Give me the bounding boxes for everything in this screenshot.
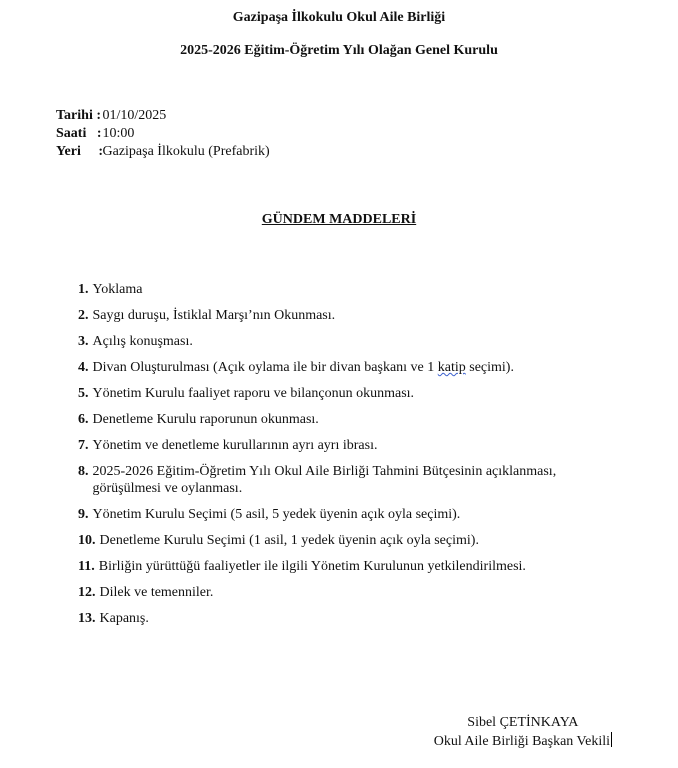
item-text: Yönetim Kurulu faaliyet raporu ve bilançonun okunması. bbox=[92, 386, 415, 401]
agenda-item bbox=[78, 411, 618, 428]
item-number: 7. bbox=[78, 438, 89, 453]
item-text: Yönetim ve denetleme kurullarının ayrı ayrı ibrası. bbox=[92, 438, 378, 453]
agenda-item bbox=[78, 281, 618, 298]
item-text: Dilek ve temenniler. bbox=[99, 585, 214, 600]
item-number: 12. bbox=[78, 585, 96, 600]
item-text bbox=[93, 359, 619, 376]
spellcheck-marked-word[interactable]: katip bbox=[437, 360, 466, 375]
meeting-info bbox=[56, 107, 270, 161]
item-number: 4. bbox=[78, 360, 89, 375]
agenda-item bbox=[78, 610, 618, 627]
item-number: 11. bbox=[78, 559, 95, 574]
document-title: Gazipaşa İlkokulu Okul Aile Birliği bbox=[232, 10, 446, 25]
item-number: 13. bbox=[78, 611, 96, 626]
date-row bbox=[56, 107, 270, 125]
agenda-item bbox=[78, 558, 618, 575]
agenda-item bbox=[78, 437, 618, 454]
agenda-heading: GÜNDEM MADDELERİ bbox=[261, 212, 417, 227]
agenda-item bbox=[78, 385, 618, 402]
agenda-list bbox=[78, 281, 618, 636]
item-text: Birliğin yürüttüğü faaliyetler ile ilgili Yönetim Kurulunun yetkilendirilmesi. bbox=[98, 559, 526, 574]
item-text: 2025-2026 Eğitim-Öğretim Yılı Okul Aile Birliği Tahmini Bütçesinin açıklanması, görüşülmesi ve oylanması. bbox=[92, 464, 557, 496]
place-value: Gazipaşa İlkokulu (Prefabrik) bbox=[99, 144, 270, 159]
item-text: Kapanış. bbox=[99, 611, 149, 626]
signatory-role-line bbox=[434, 732, 612, 751]
item-number: 10. bbox=[78, 533, 96, 548]
time-value: 10:00 bbox=[99, 126, 135, 141]
time-label: Saati : bbox=[56, 126, 102, 141]
date-label: Tarihi : bbox=[56, 108, 101, 123]
agenda-item bbox=[78, 307, 618, 324]
item-text: Saygı duruşu, İstiklal Marşı’nın Okunması. bbox=[92, 308, 336, 323]
item-text: Denetleme Kurulu Seçimi (1 asil, 1 yedek üyenin açık oyla seçimi). bbox=[99, 533, 479, 548]
item-number: 1. bbox=[78, 282, 89, 297]
item-number: 3. bbox=[78, 334, 89, 349]
item-text: Denetleme Kurulu raporunun okunması. bbox=[92, 412, 319, 427]
item-text: Yoklama bbox=[92, 282, 143, 297]
item-text: Açılış konuşması. bbox=[92, 334, 193, 349]
place-label: Yeri : bbox=[56, 144, 104, 159]
agenda-item bbox=[78, 532, 618, 549]
item-text-part: Divan Oluşturulması (Açık oylama ile bir divan başkanı ve 1 bbox=[92, 360, 438, 375]
item-number: 2. bbox=[78, 308, 89, 323]
item-number: 5. bbox=[78, 386, 89, 401]
agenda-item bbox=[78, 333, 618, 350]
document-subtitle: 2025-2026 Eğitim-Öğretim Yılı Olağan Genel Kurulu bbox=[180, 43, 498, 58]
agenda-item bbox=[78, 584, 618, 601]
item-text: Yönetim Kurulu Seçimi (5 asil, 5 yedek üyenin açık oyla seçimi). bbox=[92, 507, 461, 522]
place-row bbox=[56, 143, 270, 161]
text-cursor bbox=[611, 732, 612, 747]
signatory-name: Sibel ÇETİNKAYA bbox=[467, 715, 579, 730]
time-row bbox=[56, 125, 270, 143]
item-number: 6. bbox=[78, 412, 89, 427]
item-number: 9. bbox=[78, 507, 89, 522]
agenda-item bbox=[78, 463, 618, 497]
agenda-item bbox=[78, 506, 618, 523]
signature-block bbox=[434, 714, 612, 751]
item-number: 8. bbox=[78, 464, 89, 479]
agenda-item bbox=[78, 359, 618, 376]
item-text-part: seçimi). bbox=[465, 360, 514, 375]
date-value: 01/10/2025 bbox=[99, 108, 167, 123]
signatory-role: Okul Aile Birliği Başkan Vekili bbox=[433, 734, 610, 749]
